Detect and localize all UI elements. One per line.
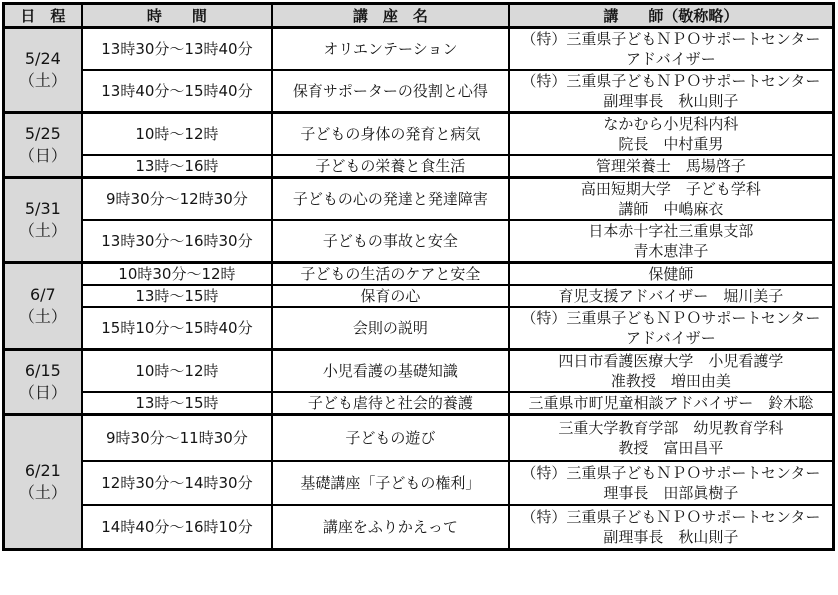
lecturer-line: 日本赤十字社三重県支部	[588, 222, 754, 240]
lecturer-line: 講師 中嶋麻衣	[618, 200, 724, 218]
lecturer-line: 保健師	[648, 265, 694, 283]
lecturer-line: 青木恵津子	[633, 242, 709, 260]
lecturer-line: アドバイザー	[626, 50, 716, 68]
date-cell	[4, 350, 82, 415]
time-cell: 9時30分～11時30分	[82, 415, 272, 461]
course-cell: 子どもの心の発達と発達障害	[272, 178, 509, 221]
course-cell: 子どもの身体の発育と病気	[272, 113, 509, 156]
lecturer-line: 四日市看護医療大学 小児看護学	[558, 352, 784, 370]
time-cell: 10時～12時	[82, 350, 272, 393]
date-cell	[4, 178, 82, 263]
course-cell: 子どもの遊び	[272, 415, 509, 461]
lecturer-line: （特）三重県子どもＮＰＯサポートセンター	[521, 72, 821, 90]
table-row	[4, 415, 834, 461]
course-cell: 保育サポーターの役割と心得	[272, 70, 509, 113]
date-text: 5/24	[24, 49, 61, 68]
course-schedule-table	[2, 2, 835, 551]
time-cell: 13時30分～16時30分	[82, 220, 272, 263]
lecturer-line: アドバイザー	[626, 329, 716, 347]
course-cell: 保育の心	[272, 285, 509, 307]
table-row	[4, 263, 834, 286]
lecturer-cell	[509, 155, 834, 178]
day-text: （日）	[18, 146, 67, 165]
date-cell	[4, 263, 82, 350]
table-row	[4, 350, 834, 393]
day-text: （土）	[18, 307, 67, 326]
header-row	[4, 4, 834, 28]
time-cell: 12時30分～14時30分	[82, 461, 272, 505]
course-cell: 子どもの事故と安全	[272, 220, 509, 263]
lecturer-line: 三重県市町児童相談アドバイザー 鈴木聡	[528, 394, 814, 412]
table-row	[4, 505, 834, 550]
lecturer-cell	[509, 28, 834, 71]
time-cell: 13時40分～15時40分	[82, 70, 272, 113]
time-cell: 14時40分～16時10分	[82, 505, 272, 550]
lecturer-line: （特）三重県子どもＮＰＯサポートセンター	[521, 463, 821, 482]
day-text: （土）	[18, 71, 67, 90]
course-cell: 小児看護の基礎知識	[272, 350, 509, 393]
lecturer-cell	[509, 70, 834, 113]
lecturer-cell	[509, 285, 834, 307]
lecturer-line: （特）三重県子どもＮＰＯサポートセンター	[521, 309, 821, 327]
time-cell: 13時30分～13時40分	[82, 28, 272, 71]
table-row	[4, 307, 834, 350]
time-cell: 13時～15時	[82, 392, 272, 415]
course-cell: 基礎講座「子どもの権利」	[272, 461, 509, 505]
lecturer-cell	[509, 307, 834, 350]
lecturer-line: 院長 中村重男	[618, 135, 724, 153]
time-cell: 13時～15時	[82, 285, 272, 307]
date-text: 5/25	[24, 124, 61, 143]
course-cell: 子どもの生活のケアと安全	[272, 263, 509, 286]
header-course: 講 座 名	[272, 4, 509, 28]
course-cell: オリエンテーション	[272, 28, 509, 71]
lecturer-line: 育児支援アドバイザー 堀川美子	[558, 287, 784, 305]
date-text: 6/7	[29, 285, 56, 304]
time-cell: 10時～12時	[82, 113, 272, 156]
lecturer-line: 高田短期大学 子ども学科	[580, 180, 761, 198]
course-cell: 講座をふりかえって	[272, 505, 509, 550]
time-cell: 13時～16時	[82, 155, 272, 178]
lecturer-line: 副理事長 秋山則子	[603, 527, 739, 546]
time-cell: 10時30分～12時	[82, 263, 272, 286]
lecturer-line: 管理栄養士 馬場啓子	[595, 157, 746, 175]
lecturer-cell	[509, 220, 834, 263]
lecturer-cell	[509, 461, 834, 505]
table-row	[4, 70, 834, 113]
table-row	[4, 392, 834, 415]
date-text: 6/21	[24, 461, 61, 480]
lecturer-line: （特）三重県子どもＮＰＯサポートセンター	[521, 30, 821, 48]
date-cell	[4, 28, 82, 113]
lecturer-cell	[509, 392, 834, 415]
table-row	[4, 155, 834, 178]
table-row	[4, 113, 834, 156]
table-row	[4, 220, 834, 263]
day-text: （日）	[18, 383, 67, 402]
lecturer-line: なかむら小児科内科	[603, 115, 739, 133]
day-text: （土）	[18, 483, 67, 502]
date-cell	[4, 415, 82, 550]
day-text: （土）	[18, 221, 67, 240]
table-row	[4, 178, 834, 221]
course-cell: 子どもの栄養と食生活	[272, 155, 509, 178]
lecturer-cell	[509, 178, 834, 221]
lecturer-line: 教授 富田昌平	[618, 438, 724, 457]
lecturer-cell	[509, 415, 834, 461]
lecturer-cell	[509, 505, 834, 550]
date-text: 5/31	[24, 199, 61, 218]
lecturer-line: （特）三重県子どもＮＰＯサポートセンター	[521, 507, 821, 526]
table-row	[4, 285, 834, 307]
lecturer-line: 副理事長 秋山則子	[603, 92, 739, 110]
lecturer-cell	[509, 113, 834, 156]
time-cell: 15時10分～15時40分	[82, 307, 272, 350]
header-time: 時 間	[82, 4, 272, 28]
lecturer-line: 理事長 田部眞樹子	[603, 483, 739, 502]
course-cell: 会則の説明	[272, 307, 509, 350]
table-row	[4, 461, 834, 505]
course-cell: 子ども虐待と社会的養護	[272, 392, 509, 415]
time-cell: 9時30分～12時30分	[82, 178, 272, 221]
lecturer-cell	[509, 350, 834, 393]
header-lecturer: 講 師（敬称略）	[509, 4, 834, 28]
date-cell	[4, 113, 82, 178]
lecturer-line: 三重大学教育学部 幼児教育学科	[558, 418, 784, 437]
table-row	[4, 28, 834, 71]
lecturer-cell	[509, 263, 834, 286]
header-date: 日 程	[4, 4, 82, 28]
lecturer-line: 准教授 増田由美	[610, 372, 731, 390]
date-text: 6/15	[24, 361, 61, 380]
